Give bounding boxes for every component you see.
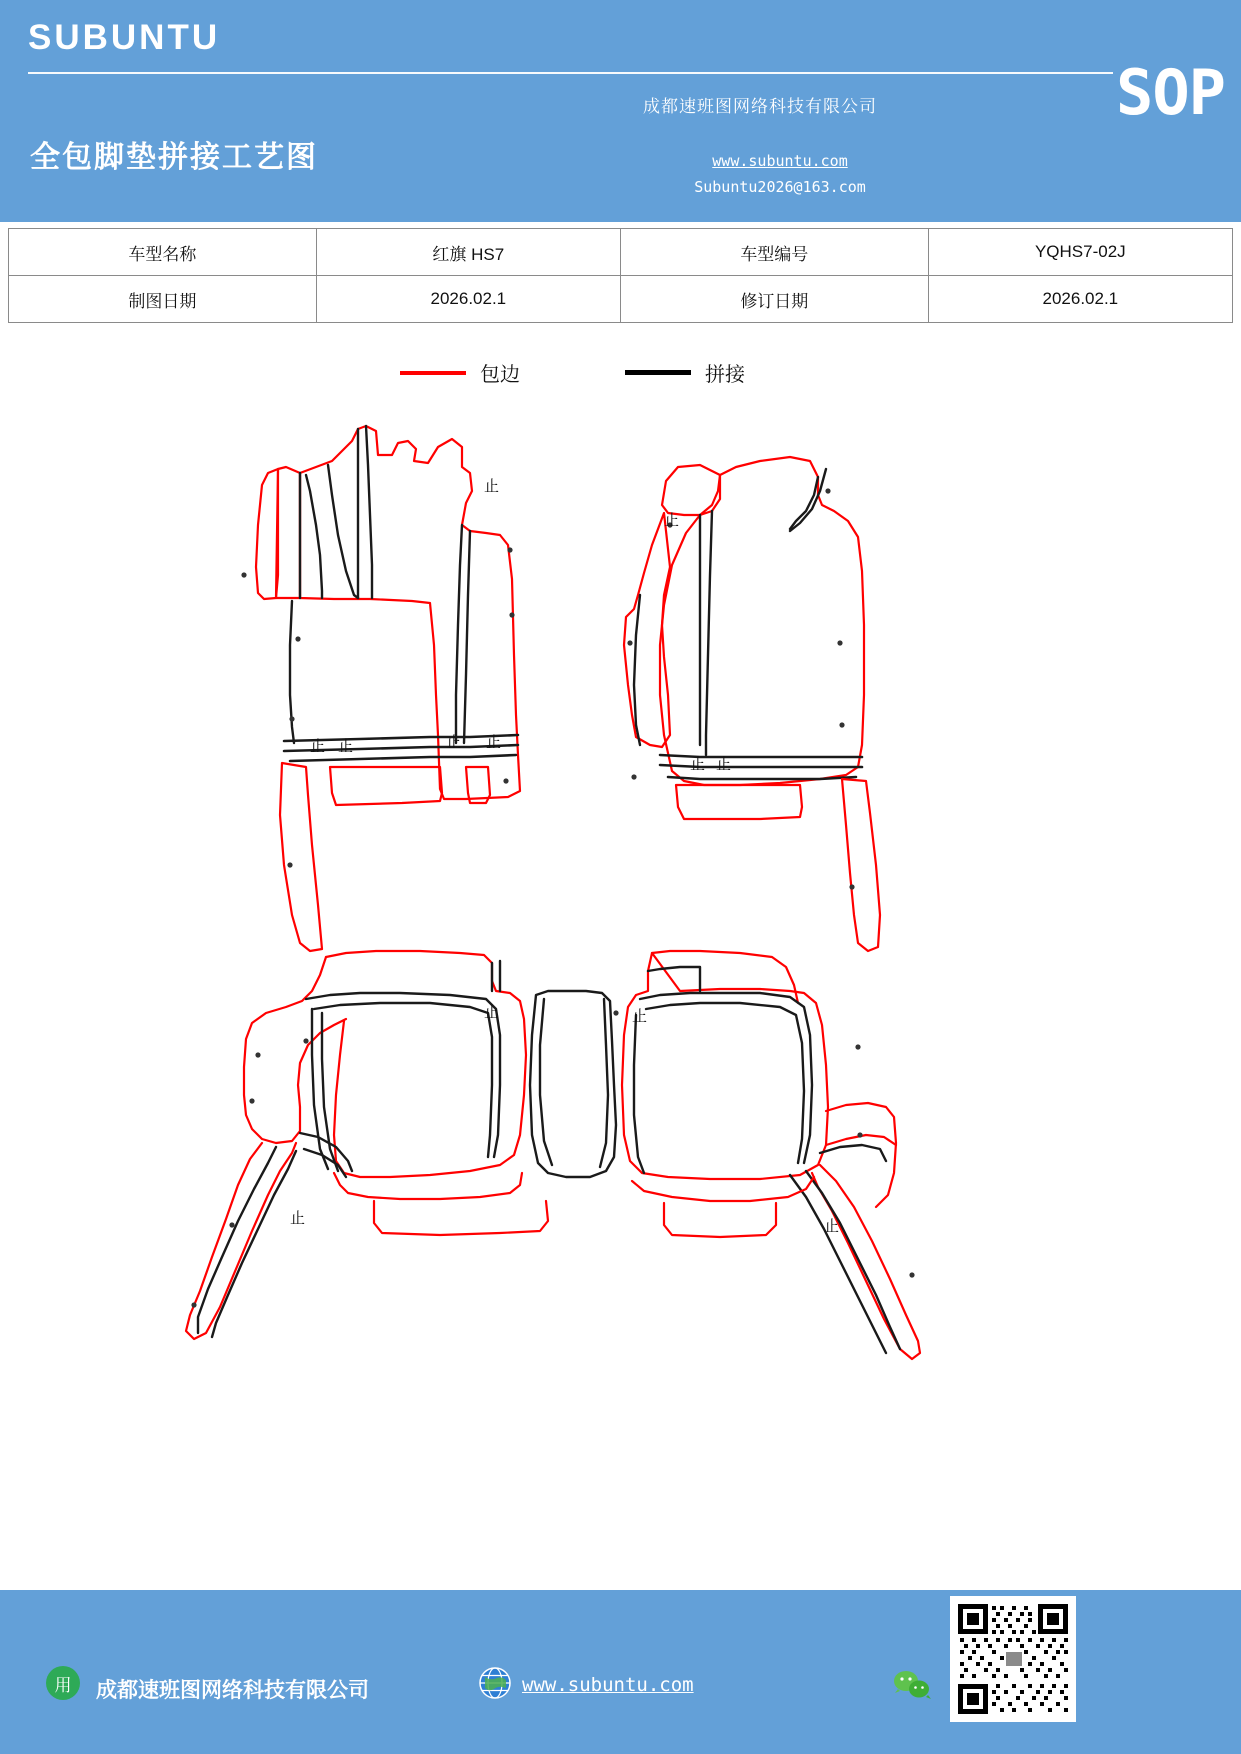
header-company-name: 成都速班图网络科技有限公司 xyxy=(643,97,877,116)
svg-text:止: 止 xyxy=(824,1217,840,1235)
legend-swatch-black xyxy=(625,370,691,375)
label-revision-date: 修订日期 xyxy=(620,276,928,323)
sop-badge: SOP xyxy=(1116,56,1225,129)
vehicle-info-table xyxy=(8,228,1233,323)
value-model-code: YQHS7-02J xyxy=(928,229,1232,276)
legend-item-binding xyxy=(400,358,520,387)
svg-text:止: 止 xyxy=(664,511,680,529)
globe-icon xyxy=(478,1666,512,1700)
svg-text:止: 止 xyxy=(716,755,732,773)
value-revision-date: 2026.02.1 xyxy=(928,276,1232,323)
legend-swatch-red xyxy=(400,371,466,375)
header-email[interactable]: Subuntu2026@163.com xyxy=(694,178,866,196)
floor-mat-technical-drawing xyxy=(0,395,1241,1405)
footer-website-link[interactable]: www.subuntu.com xyxy=(522,1674,694,1696)
qr-code[interactable] xyxy=(950,1596,1076,1722)
label-model-name: 车型名称 xyxy=(9,229,317,276)
table-row xyxy=(9,276,1233,323)
wechat-icon xyxy=(892,1668,932,1702)
svg-text:止: 止 xyxy=(486,733,502,751)
legend-item-stitching xyxy=(625,358,745,387)
svg-text:止: 止 xyxy=(338,737,354,755)
svg-text:止: 止 xyxy=(690,755,706,773)
svg-text:止: 止 xyxy=(484,477,500,495)
legend-label-stitching: 拼接 xyxy=(705,364,745,386)
svg-text:止: 止 xyxy=(310,737,326,755)
footer-company-name: 成都速班图网络科技有限公司 xyxy=(96,1679,369,1702)
svg-text:止: 止 xyxy=(632,1007,648,1025)
legend xyxy=(0,358,1241,390)
page-header xyxy=(0,0,1241,222)
svg-text:止: 止 xyxy=(484,1003,500,1021)
value-model-name: 红旗 HS7 xyxy=(316,229,620,276)
document-icon: 用 xyxy=(46,1666,80,1700)
svg-text:止: 止 xyxy=(446,733,462,751)
table-row xyxy=(9,229,1233,276)
header-website-link[interactable]: www.subuntu.com xyxy=(712,152,848,170)
svg-text:止: 止 xyxy=(290,1209,306,1227)
value-draw-date: 2026.02.1 xyxy=(316,276,620,323)
label-draw-date: 制图日期 xyxy=(9,276,317,323)
legend-label-binding: 包边 xyxy=(480,364,520,386)
label-model-code: 车型编号 xyxy=(620,229,928,276)
header-divider xyxy=(28,72,1113,74)
page-title: 全包脚垫拼接工艺图 xyxy=(30,141,318,174)
brand-logo: SUBUNTU xyxy=(28,18,221,57)
